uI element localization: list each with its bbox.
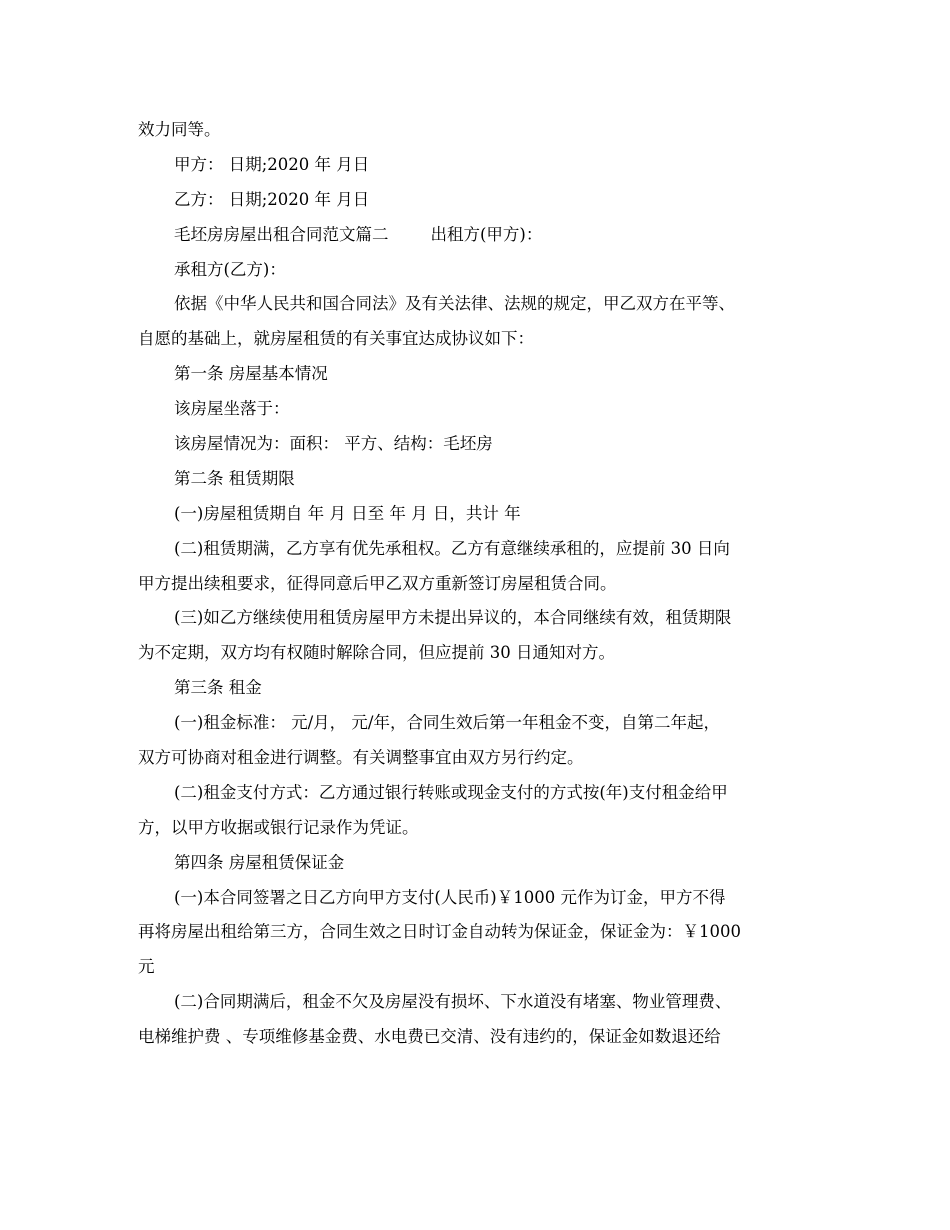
text-line: (三)如乙方继续使用租赁房屋甲方未提出异议的，本合同继续有效，租赁期限 [174, 608, 732, 628]
text-line: (二)合同期满后，租金不欠及房屋没有损坏、下水道没有堵塞、物业管理费、 [174, 992, 732, 1012]
text-line: (二)租赁期满，乙方享有优先承租权。乙方有意继续承租的，应提前 30 日向 [174, 538, 730, 558]
text-line: 该房屋坐落于： [174, 399, 290, 419]
text-line: 方，以甲方收据或银行记录作为凭证。 [138, 817, 419, 837]
text-line: (一)本合同签署之日乙方向甲方支付(人民币)￥1000 元作为订金，甲方不得 [174, 887, 726, 907]
text-line: 双方可协商对租金进行调整。有关调整事宜由双方另行约定。 [138, 748, 584, 768]
text-line: 第一条 房屋基本情况 [174, 364, 328, 384]
text-line: (一)房屋租赁期自 年 月 日至 年 月 日，共计 年 [174, 503, 521, 523]
text-line: 再将房屋出租给第三方，合同生效之日时订金自动转为保证金，保证金为：￥1000 [138, 922, 741, 942]
text-line: 效力同等。 [138, 120, 221, 139]
text-line: 甲方提出续租要求，征得同意后甲乙双方重新签订房屋租赁合同。 [138, 573, 617, 593]
text-line: 甲方： 日期;2020 年 月日 [174, 154, 370, 174]
text-line: 毛坯房房屋出租合同范文篇二 出租方(甲方)： [174, 224, 543, 244]
text-line: 电梯维护费 、专项维修基金费、水电费已交清、没有违约的，保证金如数退还给 [138, 1027, 721, 1047]
text-line: 第二条 租赁期限 [174, 468, 295, 488]
text-line: 乙方： 日期;2020 年 月日 [174, 189, 370, 209]
text-line: 该房屋情况为：面积： 平方、结构：毛坯房 [174, 434, 493, 454]
text-line: 承租方(乙方)： [174, 259, 286, 279]
text-line: (二)租金支付方式：乙方通过银行转账或现金支付的方式按(年)支付租金给甲 [174, 782, 728, 802]
text-line: 第四条 房屋租赁保证金 [174, 852, 345, 872]
text-line: 自愿的基础上，就房屋租赁的有关事宜达成协议如下： [138, 329, 534, 349]
text-line: 元 [138, 957, 155, 977]
text-line: (一)租金标准： 元/月， 元/年，合同生效后第一年租金不变，自第二年起， [174, 713, 720, 733]
text-line: 依据《中华人民共和国合同法》及有关法律、法规的规定，甲乙双方在平等、 [174, 294, 735, 314]
text-line: 为不定期，双方均有权随时解除合同，但应提前 30 日通知对方。 [138, 643, 615, 663]
document-body [138, 113, 814, 1055]
text-line: 第三条 租金 [174, 678, 262, 698]
